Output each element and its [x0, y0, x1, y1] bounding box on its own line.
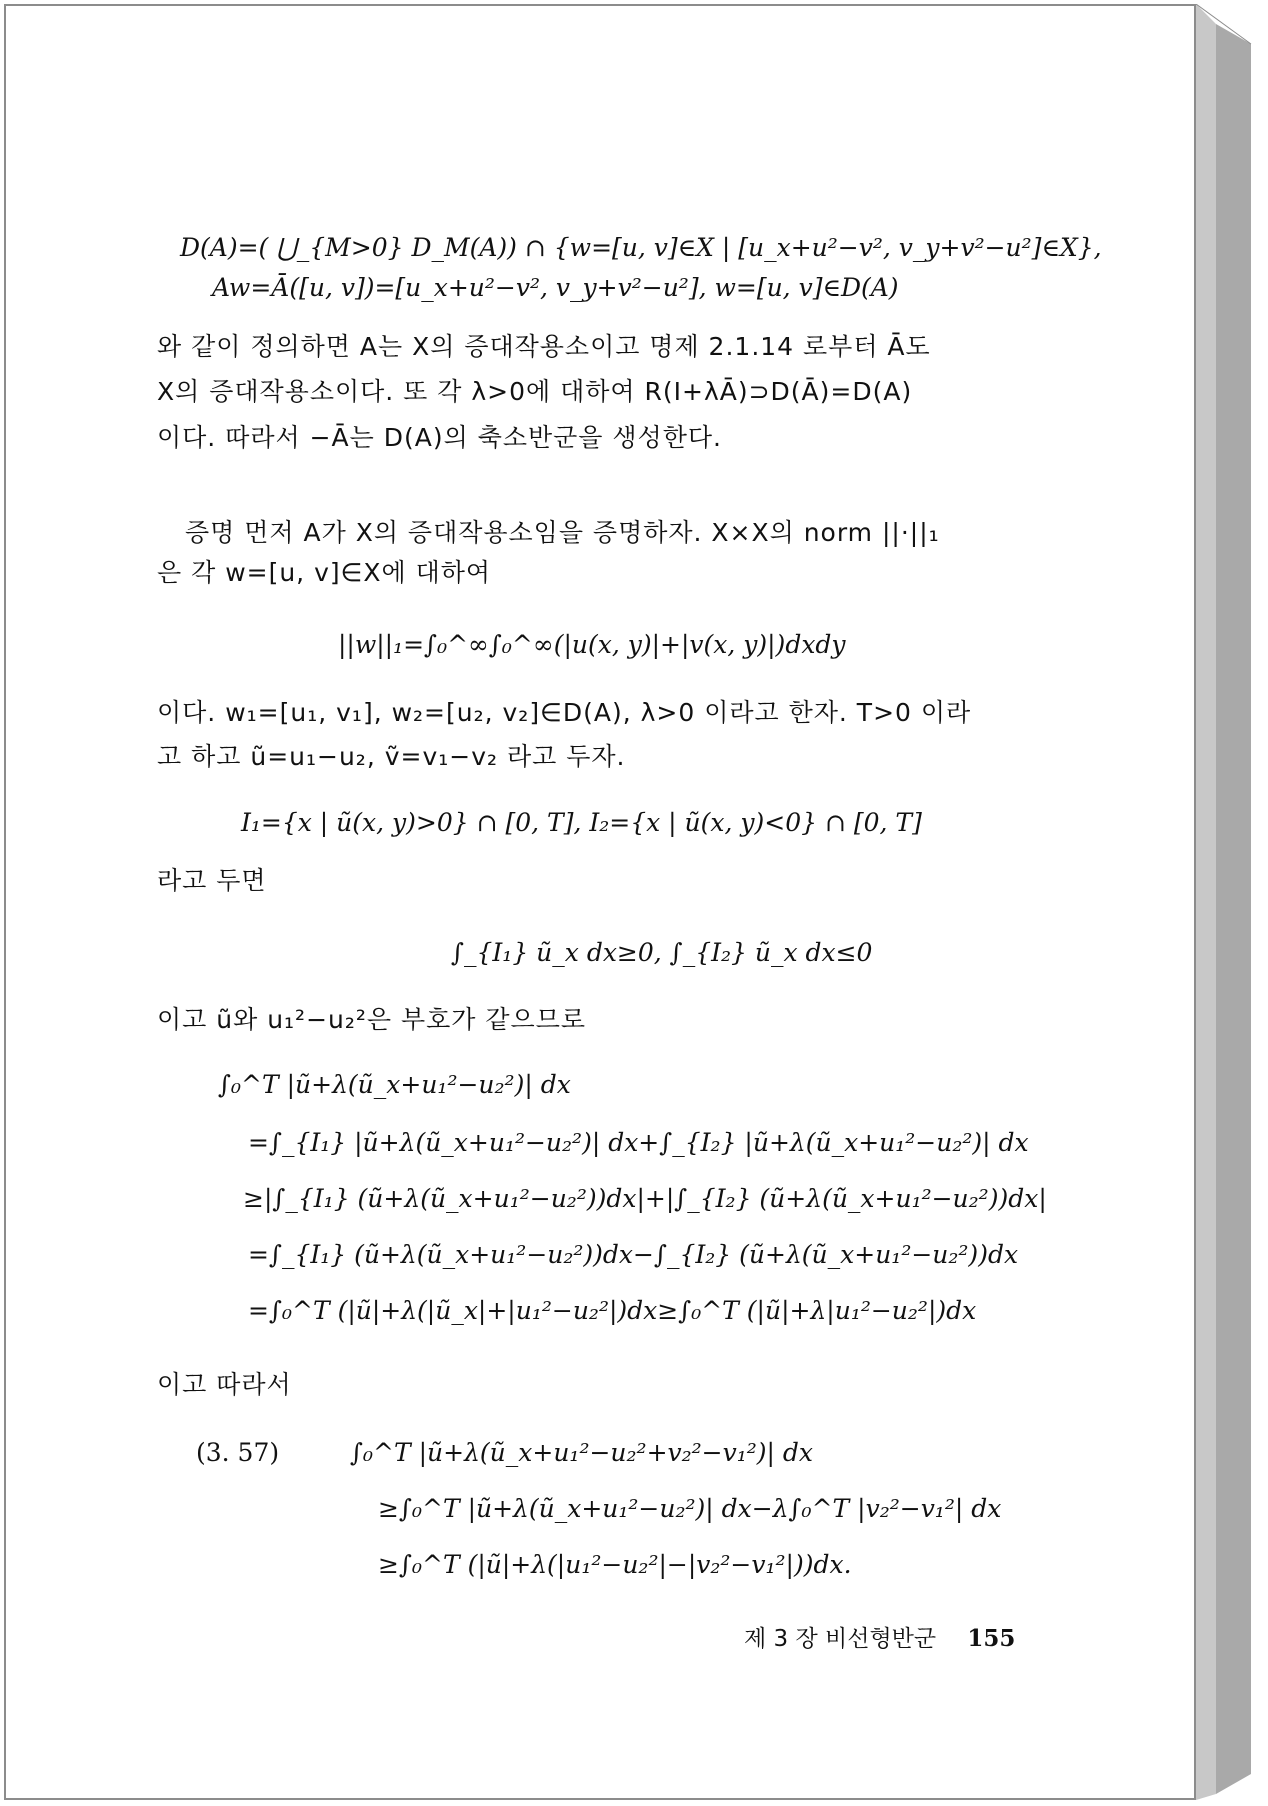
text-line: 이고 따라서	[157, 1370, 292, 1399]
equation-chain-line: ≥|∫_{I₁} (ũ+λ(ũ_x+u₁²−u₂²))dx|+|∫_{I₂} (ũ+λ(ũ_x+u₁²−u₂²))dx|	[243, 1184, 1047, 1213]
equation-number: (3. 57)	[196, 1438, 280, 1467]
text-line: 은 각 w=[u, v]∈X에 대하여	[157, 558, 492, 587]
equation-chain-line: ∫₀^T |ũ+λ(ũ_x+u₁²−u₂²)| dx	[218, 1070, 571, 1099]
equation-357-line: ∫₀^T |ũ+λ(ũ_x+u₁²−u₂²+v₂²−v₁²)| dx	[350, 1438, 814, 1467]
equation-chain-line: =∫₀^T (|ũ|+λ(|ũ_x|+|u₁²−u₂²|)dx≥∫₀^T (|ũ|+λ|u₁²−u₂²|)dx	[248, 1296, 977, 1325]
equation-357-line: ≥∫₀^T |ũ+λ(ũ_x+u₁²−u₂²)| dx−λ∫₀^T |v₂²−v₁²| dx	[378, 1494, 1002, 1523]
text-line: 이다. w₁=[u₁, v₁], w₂=[u₂, v₂]∈D(A), λ>0 이라고 한자. T>0 이라	[157, 698, 972, 727]
equation-357-line: ≥∫₀^T (|ũ|+λ(|u₁²−u₂²|−|v₂²−v₁²|))dx.	[378, 1550, 852, 1579]
chapter-title: 제 3 장 비선형반군	[744, 1626, 937, 1652]
equation-operator-def: Aw=Ā([u, v])=[u_x+u²−v², v_y+v²−u²], w=[u, v]∈D(A)	[212, 273, 899, 302]
text-line: 고 하고 ũ=u₁−u₂, ṽ=v₁−v₂ 라고 두자.	[157, 742, 626, 771]
page-number: 155	[967, 1625, 1016, 1652]
text-line: 와 같이 정의하면 A는 X의 증대작용소이고 명제 2.1.14 로부터 Ā도	[157, 332, 931, 361]
text-line: 라고 두면	[157, 866, 267, 895]
proof-start-line: 증명 먼저 A가 X의 증대작용소임을 증명하자. X×X의 norm ||·||₁	[185, 518, 940, 547]
text-line: 이다. 따라서 −Ā는 D(A)의 축소반군을 생성한다.	[157, 423, 722, 452]
text-line: 이고 ũ와 u₁²−u₂²은 부호가 같으므로	[157, 1005, 587, 1034]
equation-norm: ||w||₁=∫₀^∞∫₀^∞(|u(x, y)|+|v(x, y)|)dxdy	[338, 630, 846, 659]
equation-sets: I₁={x | ũ(x, y)>0} ∩ [0, T], I₂={x | ũ(x, y)<0} ∩ [0, T]	[241, 808, 922, 837]
equation-integral-signs: ∫_{I₁} ũ_x dx≥0, ∫_{I₂} ũ_x dx≤0	[451, 938, 873, 967]
equation-chain-line: =∫_{I₁} (ũ+λ(ũ_x+u₁²−u₂²))dx−∫_{I₂} (ũ+λ(ũ_x+u₁²−u₂²))dx	[248, 1240, 1019, 1269]
equation-domain-def: D(A)=( ⋃_{M>0} D_M(A)) ∩ {w=[u, v]∈X | [u_x+u²−v², v_y+v²−u²]∈X},	[180, 233, 1102, 262]
page-footer	[744, 1620, 1015, 1653]
equation-chain-line: =∫_{I₁} |ũ+λ(ũ_x+u₁²−u₂²)| dx+∫_{I₂} |ũ+λ(ũ_x+u₁²−u₂²)| dx	[248, 1128, 1029, 1157]
page-edge-shading	[1196, 4, 1256, 1800]
text-line: X의 증대작용소이다. 또 각 λ>0에 대하여 R(I+λĀ)⊃D(Ā)=D(A)	[157, 377, 913, 406]
